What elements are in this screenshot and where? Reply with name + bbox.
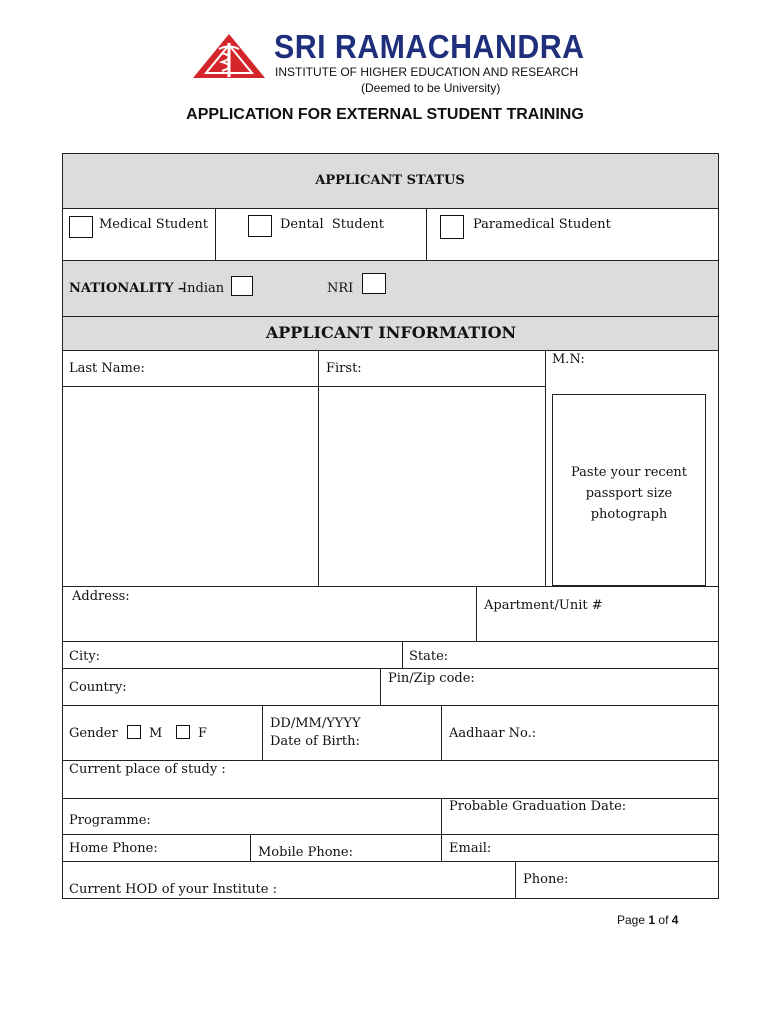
home-phone-label: Home Phone: — [69, 841, 158, 856]
dental-student-checkbox[interactable] — [248, 215, 272, 237]
last-name-field[interactable] — [63, 387, 318, 586]
deemed-university: (Deemed to be University) — [361, 81, 501, 95]
paramedical-student-label: Paramedical Student — [473, 217, 611, 232]
gender-label: Gender — [69, 726, 118, 741]
page-title: APPLICATION FOR EXTERNAL STUDENT TRAINING — [186, 106, 584, 123]
paramedical-student-checkbox[interactable] — [440, 215, 464, 239]
nationality-nri-label: NRI — [327, 281, 354, 296]
aadhaar-label: Aadhaar No.: — [449, 726, 537, 741]
apartment-label: Apartment/Unit # — [484, 598, 603, 613]
last-name-label: Last Name: — [69, 361, 145, 376]
brand-name: SRI RAMACHANDRA — [274, 28, 585, 65]
nationality-indian-label: Indian — [182, 281, 225, 296]
middle-name-label: M.N: — [552, 352, 585, 367]
email-label: Email: — [449, 841, 492, 856]
page-number: Page 1 of 4 — [617, 913, 679, 927]
first-name-field[interactable] — [319, 387, 545, 586]
gender-female-label: F — [198, 726, 208, 741]
current-place-label: Current place of study : — [69, 762, 226, 777]
country-label: Country: — [69, 680, 127, 695]
phone-label: Phone: — [523, 872, 569, 887]
mobile-phone-label: Mobile Phone: — [258, 845, 353, 860]
dental-student-label: Dental Student — [280, 217, 384, 232]
nri-checkbox[interactable] — [362, 273, 386, 294]
dob-format-label: DD/MM/YYYY — [270, 716, 361, 731]
applicant-information-title: APPLICANT INFORMATION — [265, 323, 517, 342]
indian-checkbox[interactable] — [231, 276, 253, 296]
address-label: Address: — [72, 589, 130, 604]
nationality-label: NATIONALITY – — [69, 281, 185, 296]
caduceus-triangle-icon — [192, 33, 266, 79]
first-name-label: First: — [326, 361, 362, 376]
city-label: City: — [69, 649, 101, 664]
graduation-date-label: Probable Graduation Date: — [449, 799, 627, 814]
state-label: State: — [409, 649, 449, 664]
pin-code-label: Pin/Zip code: — [388, 671, 475, 686]
gender-female-checkbox[interactable] — [176, 725, 190, 739]
institute-name: INSTITUTE OF HIGHER EDUCATION AND RESEARCH — [275, 65, 579, 79]
hod-label: Current HOD of your Institute : — [69, 882, 277, 897]
gender-male-label: M — [149, 726, 163, 741]
applicant-status-title: APPLICANT STATUS — [315, 173, 465, 188]
medical-student-label: Medical Student — [99, 217, 208, 232]
medical-student-checkbox[interactable] — [69, 216, 93, 238]
programme-label: Programme: — [69, 813, 151, 828]
gender-male-checkbox[interactable] — [127, 725, 141, 739]
dob-label: Date of Birth: — [270, 734, 360, 749]
photo-instruction: Paste your recent passport size photograph — [570, 465, 687, 522]
